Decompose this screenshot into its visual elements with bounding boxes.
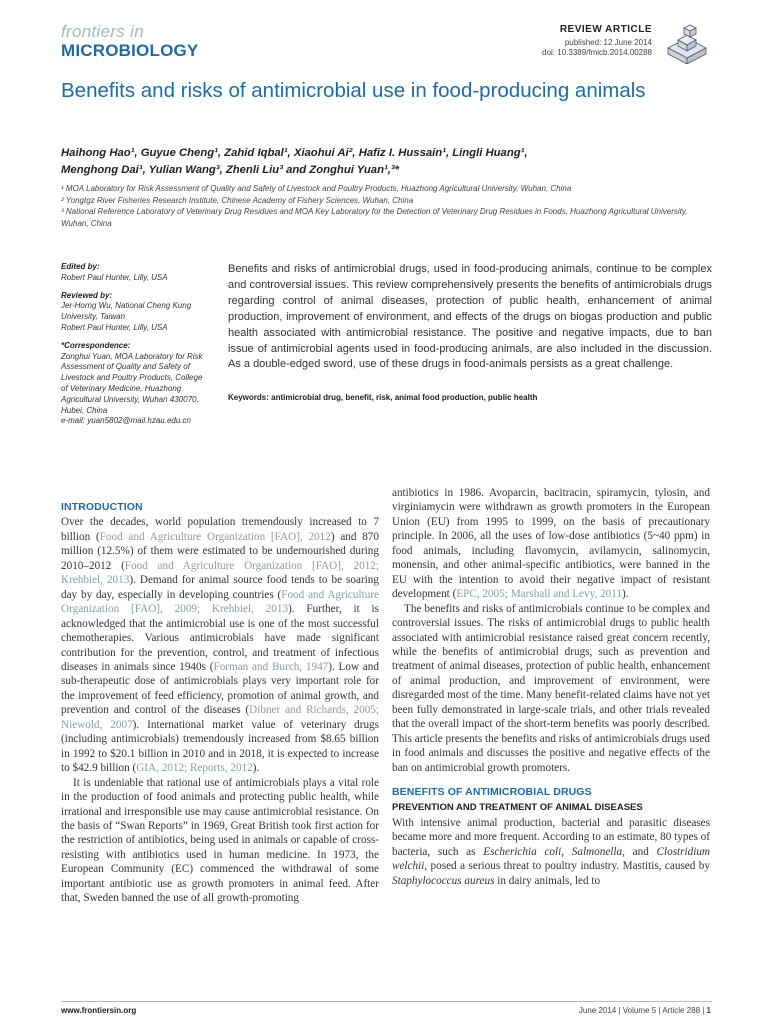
affiliations <box>61 183 711 229</box>
text-run: With intensive animal production, bacterial and parasitic diseases became more and more frequent. According to an estimate, 80 types of bacteria, such as <box>392 816 710 858</box>
species-name: Clostridium welchii <box>392 845 710 873</box>
text-run: ). Demand for animal source food tends to be soaring day by day, especially in developing countries ( <box>61 574 379 601</box>
publication-info <box>542 38 652 58</box>
text-run: , <box>561 845 572 858</box>
text-run: ) and 870 million (12.5%) of them were estimated to be undernourished during 2010–2012 ( <box>61 530 379 572</box>
editor: Robert Paul Hunter, Lilly, USA <box>61 272 168 282</box>
body-column-left <box>61 500 379 906</box>
journal-cube-icon <box>664 18 710 64</box>
citation-link[interactable]: Food and Agriculture Organization [FAO], 2009; Krehbiel, 2013 <box>61 588 379 616</box>
citation-link[interactable]: Food and Agriculture Organization [FAO], 2012; Krehbiel, 2013 <box>61 559 379 587</box>
journal-logo-line2: MICROBIOLOGY <box>61 41 199 60</box>
issue-info: June 2014 | Volume 5 | Article 288 | <box>578 1006 707 1015</box>
abstract: Benefits and risks of antimicrobial drugs, used in food-producing animals, continue to be complex and controversial issues. This review comprehensively presents the benefits of antimicrobials drugs regarding control of animal diseases, protection of public health, enhancement of animal production, improvement of environment, and effects of the drugs on biogas production and public health associated with antimicrobial resistance. The positive and negative impacts, due to ban issue of antimicrobial agents used in food-producing animals, are also included in the discussion. As a double-edged sword, use of these drugs in food-animals persists as a great challenge. <box>228 263 712 371</box>
correspondence-email[interactable]: e-mail: yuan5802@mail.hzau.edu.cn <box>61 416 191 426</box>
footer-issue-info <box>579 1006 711 1015</box>
text-run: ). <box>252 762 260 775</box>
text-run: ). Low and sub-therapeutic dose of antimicrobials plays very important role for the improvement of feed efficiency, promotion of animal growth, and prevention and control of the diseases ( <box>61 660 379 717</box>
correspondence-label: *Correspondence: <box>61 340 131 350</box>
species-name: Salmonella <box>571 845 623 858</box>
article-type: REVIEW ARTICLE <box>559 24 652 35</box>
doi: doi: 10.3389/fmicb.2014.00288 <box>542 48 652 57</box>
correspondence-address: Zonghui Yuan, MOA Laboratory for Risk Assessment of Quality and Safety of Livestock and Poultry Products, College of Veterinary Medicine, Huazhong Agricultural University, Wuhan 430070, Hubei, China <box>61 351 203 415</box>
citation-link[interactable]: Forman and Burch, 1947 <box>213 660 329 673</box>
text-run: Over the decades, world population tremendously increased to 7 billion ( <box>61 516 379 543</box>
species-name: Staphylococcus aureus <box>392 874 495 887</box>
affiliation-3: ³ National Reference Laboratory of Veterinary Drug Residues and MOA Key Laboratory for the Detection of Veterinary Drug Residues in Foods, Huazhong Agricultural University, Wuhan, China <box>61 207 688 228</box>
affiliation-2: ² Yongtgz River Fisheries Research Institute, Chinese Academy of Fishery Sciences, Wuhan, China <box>61 195 414 205</box>
footer-website-link[interactable]: www.frontiersin.org <box>61 1006 137 1015</box>
published-date: published: 12 June 2014 <box>564 38 652 47</box>
citation-link[interactable]: Food and Agriculture Organization [FAO], 2012 <box>99 530 331 543</box>
editorial-sidebar <box>61 262 211 427</box>
text-run: in dairy animals, led to <box>494 874 601 887</box>
reviewed-by-label: Reviewed by: <box>61 290 113 300</box>
footer-divider <box>61 1001 712 1002</box>
text-run: ). <box>622 588 629 601</box>
text-run: ). Further, it is acknowledged that the antimicrobial use is one of the most successful chemotherapies. Various antimicrobials have made significant contribution for the prevention, control, and treatment of infectious diseases in animals since 1940s ( <box>61 603 379 673</box>
edited-by-label: Edited by: <box>61 262 100 271</box>
journal-logo-line1: frontiers in <box>61 22 144 41</box>
section-heading-introduction: INTRODUCTION <box>61 501 143 513</box>
paragraph-intro-4: The benefits and risks of antimicrobials continue to be complex and controversial issues. The risks of antimicrobial drugs to public health associated with antimicrobial resistance raised great concern recently, while the benefits of antimicrobial drugs, such as prevention and treatment of animal diseases, protection of public health, enhancement of animal production, and improvement of environment, were disregarded most of the time. Many benefit-related claims have not yet been fully demonstrated in large-scale trials, and other trials revealed that the overall impact of the short-term benefits was poorly described. This article presents the benefits and risks of antimicrobials drugs used in food animals and discusses the positive and negative effects of the ban on antimicrobial growth promoters. <box>392 602 710 774</box>
species-name: Escherichia coli <box>483 845 562 858</box>
subsection-heading-prevention: PREVENTION AND TREATMENT OF ANIMAL DISEASES <box>392 801 643 813</box>
paragraph-intro-1 <box>61 515 379 775</box>
author-list <box>61 145 711 179</box>
affiliation-1: ¹ MOA Laboratory for Risk Assessment of Quality and Safety of Livestock and Poultry Products, Huazhong Agricultural University, Wuhan, China <box>61 184 572 193</box>
citation-link[interactable]: GIA, 2012; Reports, 2012 <box>136 762 253 775</box>
authors-line-2: Menghong Dai¹, Yulian Wang³, Zhenli Liu³ and Zonghui Yuan¹,³* <box>61 164 400 176</box>
keywords: Keywords: antimicrobial drug, benefit, risk, animal food production, public health <box>228 393 538 402</box>
citation-link[interactable]: EPC, 2005; Marshall and Levy, 2011 <box>456 588 623 601</box>
text-run: , and <box>622 845 657 858</box>
reviewer-1: Jer-Horng Wu, National Cheng Kung University, Taiwan <box>61 301 192 322</box>
text-run: antibiotics in 1986. Avoparcin, bacitracin, spiramycin, tylosin, and virginiamycin were withdrawn as growth promoters in the European Union (EU) from 1995 to 1999, on the basis of precautionary principle. In 2006, all the uses of low-dose antibiotics (5~40 ppm) in food animals, including flavomycin, avilamycin, salinomycin, monensin, and other animal-specific antibiotics, were banned in the EU with the intention to avoid their negative impact of resistant development ( <box>392 487 710 601</box>
text-run: , posed a serious threat to poultry industry. Mastitis, caused by <box>424 860 710 873</box>
reviewer-2: Robert Paul Hunter, Lilly, USA <box>61 322 168 332</box>
article-title: Benefits and risks of antimicrobial use in food-producing animals <box>61 79 646 102</box>
paragraph-intro-2: It is undeniable that rational use of antimicrobials plays a vital role in the production of food animals and protecting public health, while irrational and irresponsible use may cause antimicrobial resistance. On the basis of “Swan Reports” in 1969, Great British took first action for the restriction of antibiotics, being used in animals or capable of cross-resisting with antibiotics used in human medicine. In 1973, the European Community (EC) commenced the withdrawal of some important antibiotic use as growth promoters in animal feed. After that, Sweden banned the use of all growth-promoting <box>61 776 379 905</box>
page-number: 1 <box>706 1006 711 1015</box>
paragraph-prevention-1 <box>392 816 710 888</box>
text-run: ). International market value of veterinary drugs (including antimicrobials) tremendously increased from $8.65 billion in 1992 to $20.1 billion in 2010 and in 2018, it is expected to increase to $42.9 billion ( <box>61 718 379 775</box>
paragraph-intro-3 <box>392 486 710 602</box>
citation-link[interactable]: Dibner and Richards, 2005; Niewold, 2007 <box>61 704 379 731</box>
authors-line-1: Haihong Hao¹, Guyue Cheng¹, Zahid Iqbal¹, Xiaohui Ai², Hafiz I. Hussain¹, Lingli Huang¹, <box>61 147 528 159</box>
body-column-right <box>392 486 710 888</box>
section-heading-benefits: BENEFITS OF ANTIMICROBIAL DRUGS <box>392 786 592 799</box>
